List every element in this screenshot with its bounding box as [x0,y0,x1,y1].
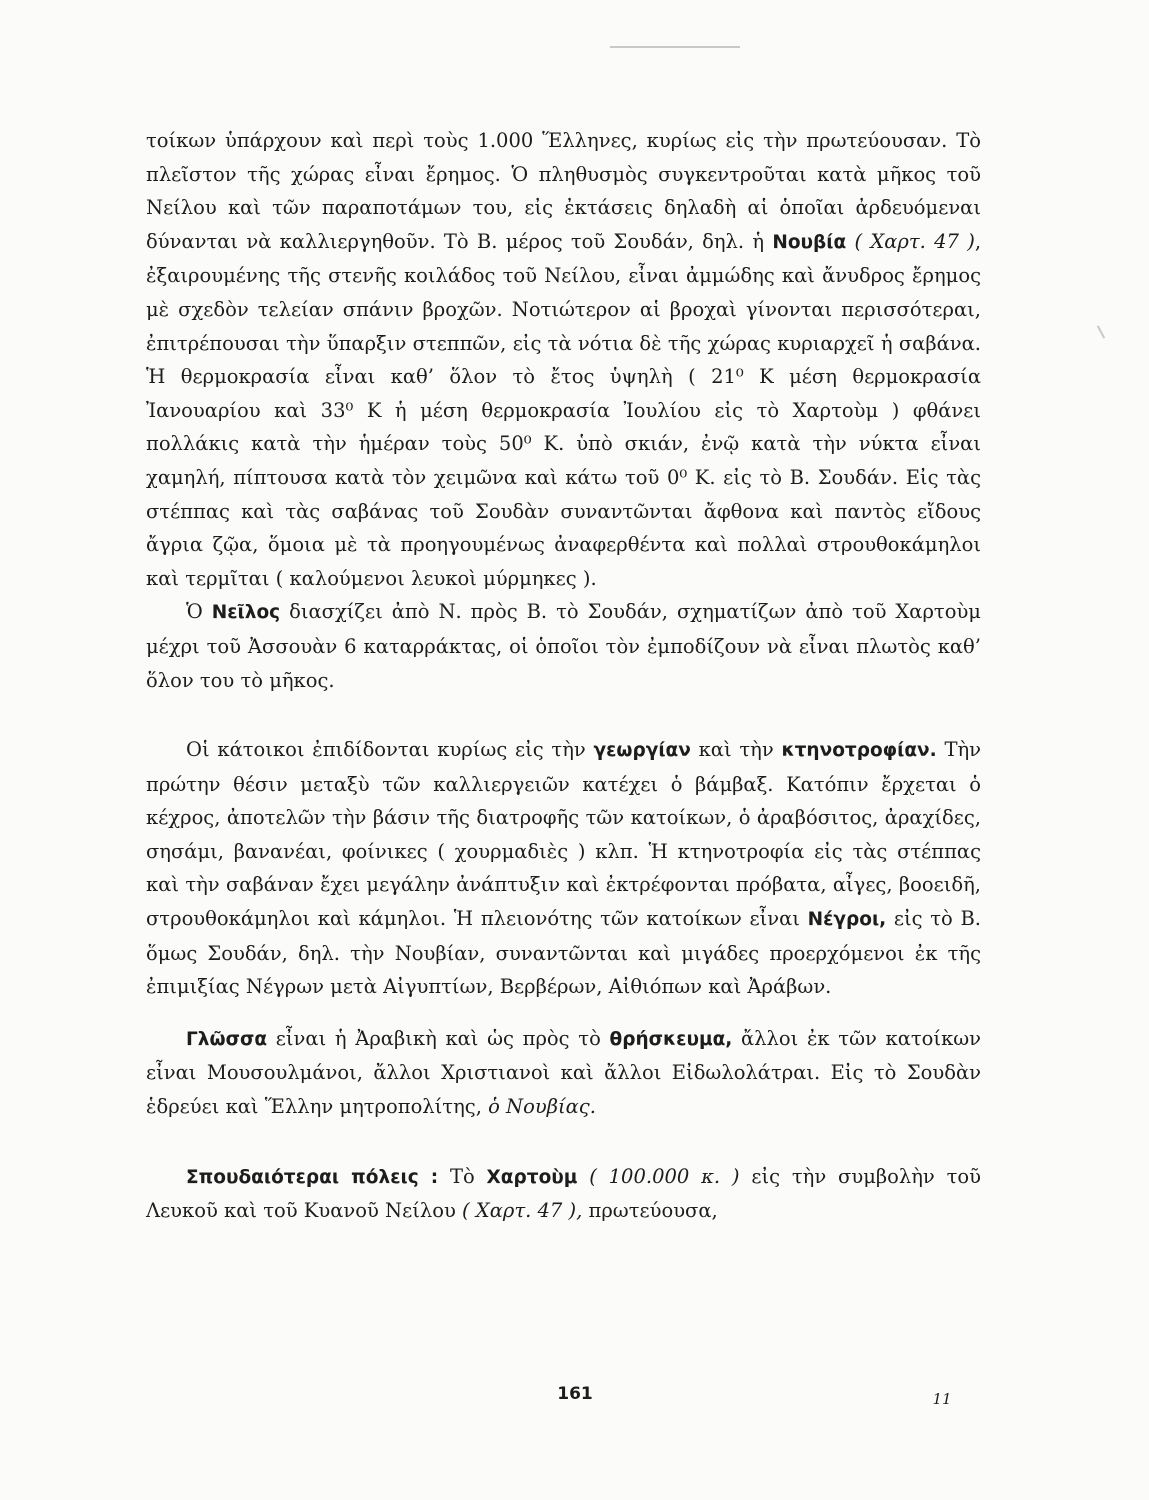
paragraph-cities [146,1160,981,1228]
text-block [146,124,981,1228]
term-negroes: Νέγροι, [807,909,887,931]
text-run: τοίκων ὑπάρχουν καὶ περὶ τοὺς 1.000 Ἕλληνες, κυρίως εἰς τὴν πρωτεύουσαν. Τὸ πλεῖστον τῆς χώρας εἶναι ἔρημος. Ὁ πληθυσμὸς συγκεντροῦται κατὰ μῆκος τοῦ Νείλου καὶ τῶν παραποτάμων του, εἰς ἐκτάσεις δηλαδὴ αἱ ὁποῖαι ἀρδευόμεναι δύνανται νὰ καλλιεργηθοῦν. Τὸ Β. μέρος τοῦ Σουδάν, δηλ. ἡ [146,129,981,253]
metropolitan-title: ὁ Νουβίας. [488,1095,596,1119]
term-khartoum: Χαρτοὺμ [486,1166,578,1188]
term-agriculture: γεωργίαν [593,740,691,762]
paragraph-nile [146,595,981,697]
term-livestock: κτηνοτροφίαν. [781,740,937,762]
map-reference: ( Χαρτ. 47 ) [846,229,975,253]
text-run: εἰς τὸ Β. ὅμως Σουδάν, δηλ. τὴν Νουβίαν, συναντῶνται καὶ μιγάδες προερχόμενοι ἐκ τῆς ἐπιμιξίας Νέγρων μετὰ Αἰγυπτίων, Βερβέρων, Αἰθιόπων καὶ Ἀράβων. [146,907,981,999]
term-language: Γλῶσσα [186,1028,268,1050]
cities-heading: Σπουδαιότεραι πόλεις : [186,1166,439,1188]
text-run: Οἱ κάτοικοι ἐπιδίδονται κυρίως εἰς τὴν [186,738,594,762]
term-nile: Νεῖλος [211,602,281,624]
text-run: Τὸ [438,1164,487,1188]
page-number: 161 [557,1384,593,1404]
text-run: καὶ τὴν [690,738,782,762]
text-run: πρωτεύουσα, [582,1199,718,1223]
term-religion: θρήσκευμα, [609,1028,733,1050]
text-run: εἶναι ἡ Ἀραβικὴ καὶ ὡς πρὸς τὸ [267,1026,610,1050]
margin-mark [1097,325,1105,338]
map-reference: ( Χαρτ. 47 ), [462,1199,583,1223]
term-nubia: Νουβία [772,231,847,253]
signature-mark: 11 [932,1390,952,1408]
text-run: ἄλλοι ἐκ τῶν κατοίκων εἶναι Μουσουλμάνοι, ἄλλοι Χριστιανοὶ καὶ ἄλλοι Εἰδωλολάτραι. Εἰς τὸ Σουδὰν ἑδρεύει καὶ Ἕλλην μητροπολίτης, [146,1026,982,1119]
text-run: Ὁ [186,600,212,624]
text-run: διασχίζει ἀπὸ Ν. πρὸς Β. τὸ Σουδάν, σχηματίζων ἀπὸ τοῦ Χαρτοὺμ μέχρι τοῦ Ἀσσουὰν 6 καταρράκτας, οἱ ὁποῖοι τὸν ἐμποδίζουν νὰ εἶναι πλωτὸς καθ’ ὅλον του τὸ μῆκος. [146,600,981,692]
text-run: εἰς τὴν συμβολὴν τοῦ Λευκοῦ καὶ τοῦ Κυανοῦ Νείλου [146,1164,981,1223]
paragraph-climate [146,124,981,595]
paragraph-language [146,1022,981,1124]
text-run: Τὴν πρώτην θέσιν μεταξὺ τῶν καλλιεργειῶν κατέχει ὁ βάμβαξ. Κατόπιν ἔρχεται ὁ κέχρος, ἀποτελῶν τὴν βάσιν τῆς διατροφῆς τῶν κατοίκων, ὁ ἀραβόσιτος, ἀραχίδες, σησάμι, βανανέαι, φοίνικες ( χουρμαδιὲς ) κλπ. Ἡ κτηνοτροφία εἰς τὰς στέππας καὶ τὴν σαβάναν ἔχει μεγάλην ἀνάπτυξιν καὶ ἐκτρέφονται πρόβατα, αἶγες, βοοειδῆ, στρουθοκάμηλοι καὶ κάμηλοι. Ἡ πλειονότης τῶν κατοίκων εἶναι [146,738,981,931]
top-rule [610,46,740,48]
population-note: ( 100.000 κ. ) [577,1164,740,1188]
text-run: , ἐξαιρουμένης τῆς στενῆς κοιλάδος τοῦ Νείλου, εἶναι ἀμμώδης καὶ ἄνυδρος ἔρημος μὲ σχεδὸν τελείαν σπάνιν βροχῶν. Νοτιώτερον αἱ βροχαὶ γίνονται περισσότεραι, ἐπιτρέπουσαι τὴν ὕπαρξιν στεππῶν, εἰς τὰ νότια δὲ τῆς χώρας κυριαρχεῖ ἡ σαβάνα. Ἡ θερμοκρασία εἶναι καθ’ ὅλον τὸ ἔτος ὑψηλὴ ( 21⁰ Κ μέση θερμοκρασία Ἰανουαρίου καὶ 33⁰ Κ ἡ μέση θερμοκρασία Ἰουλίου εἰς τὸ Χαρτοὺμ ) φθάνει πολλάκις κατὰ τὴν ἡμέραν τοὺς 50⁰ Κ. ὑπὸ σκιάν, ἐνῷ κατὰ τὴν νύκτα εἶναι χαμηλή, πίπτουσα κατὰ τὸν χειμῶνα καὶ κάτω τοῦ 0⁰ Κ. εἰς τὸ Β. Σουδάν. Εἰς τὰς στέππας καὶ τὰς σαβάνας τοῦ Σουδὰν συναντῶνται ἄφθονα καὶ παντὸς εἴδους ἄγρια ζῷα, ὅμοια μὲ τὰ προηγουμένως ἀναφερθέντα καὶ πολλαὶ στρουθοκάμηλοι καὶ τερμῖται ( καλούμενοι λευκοὶ μύρμηκες ). [146,229,982,590]
paragraph-economy [146,733,981,1004]
